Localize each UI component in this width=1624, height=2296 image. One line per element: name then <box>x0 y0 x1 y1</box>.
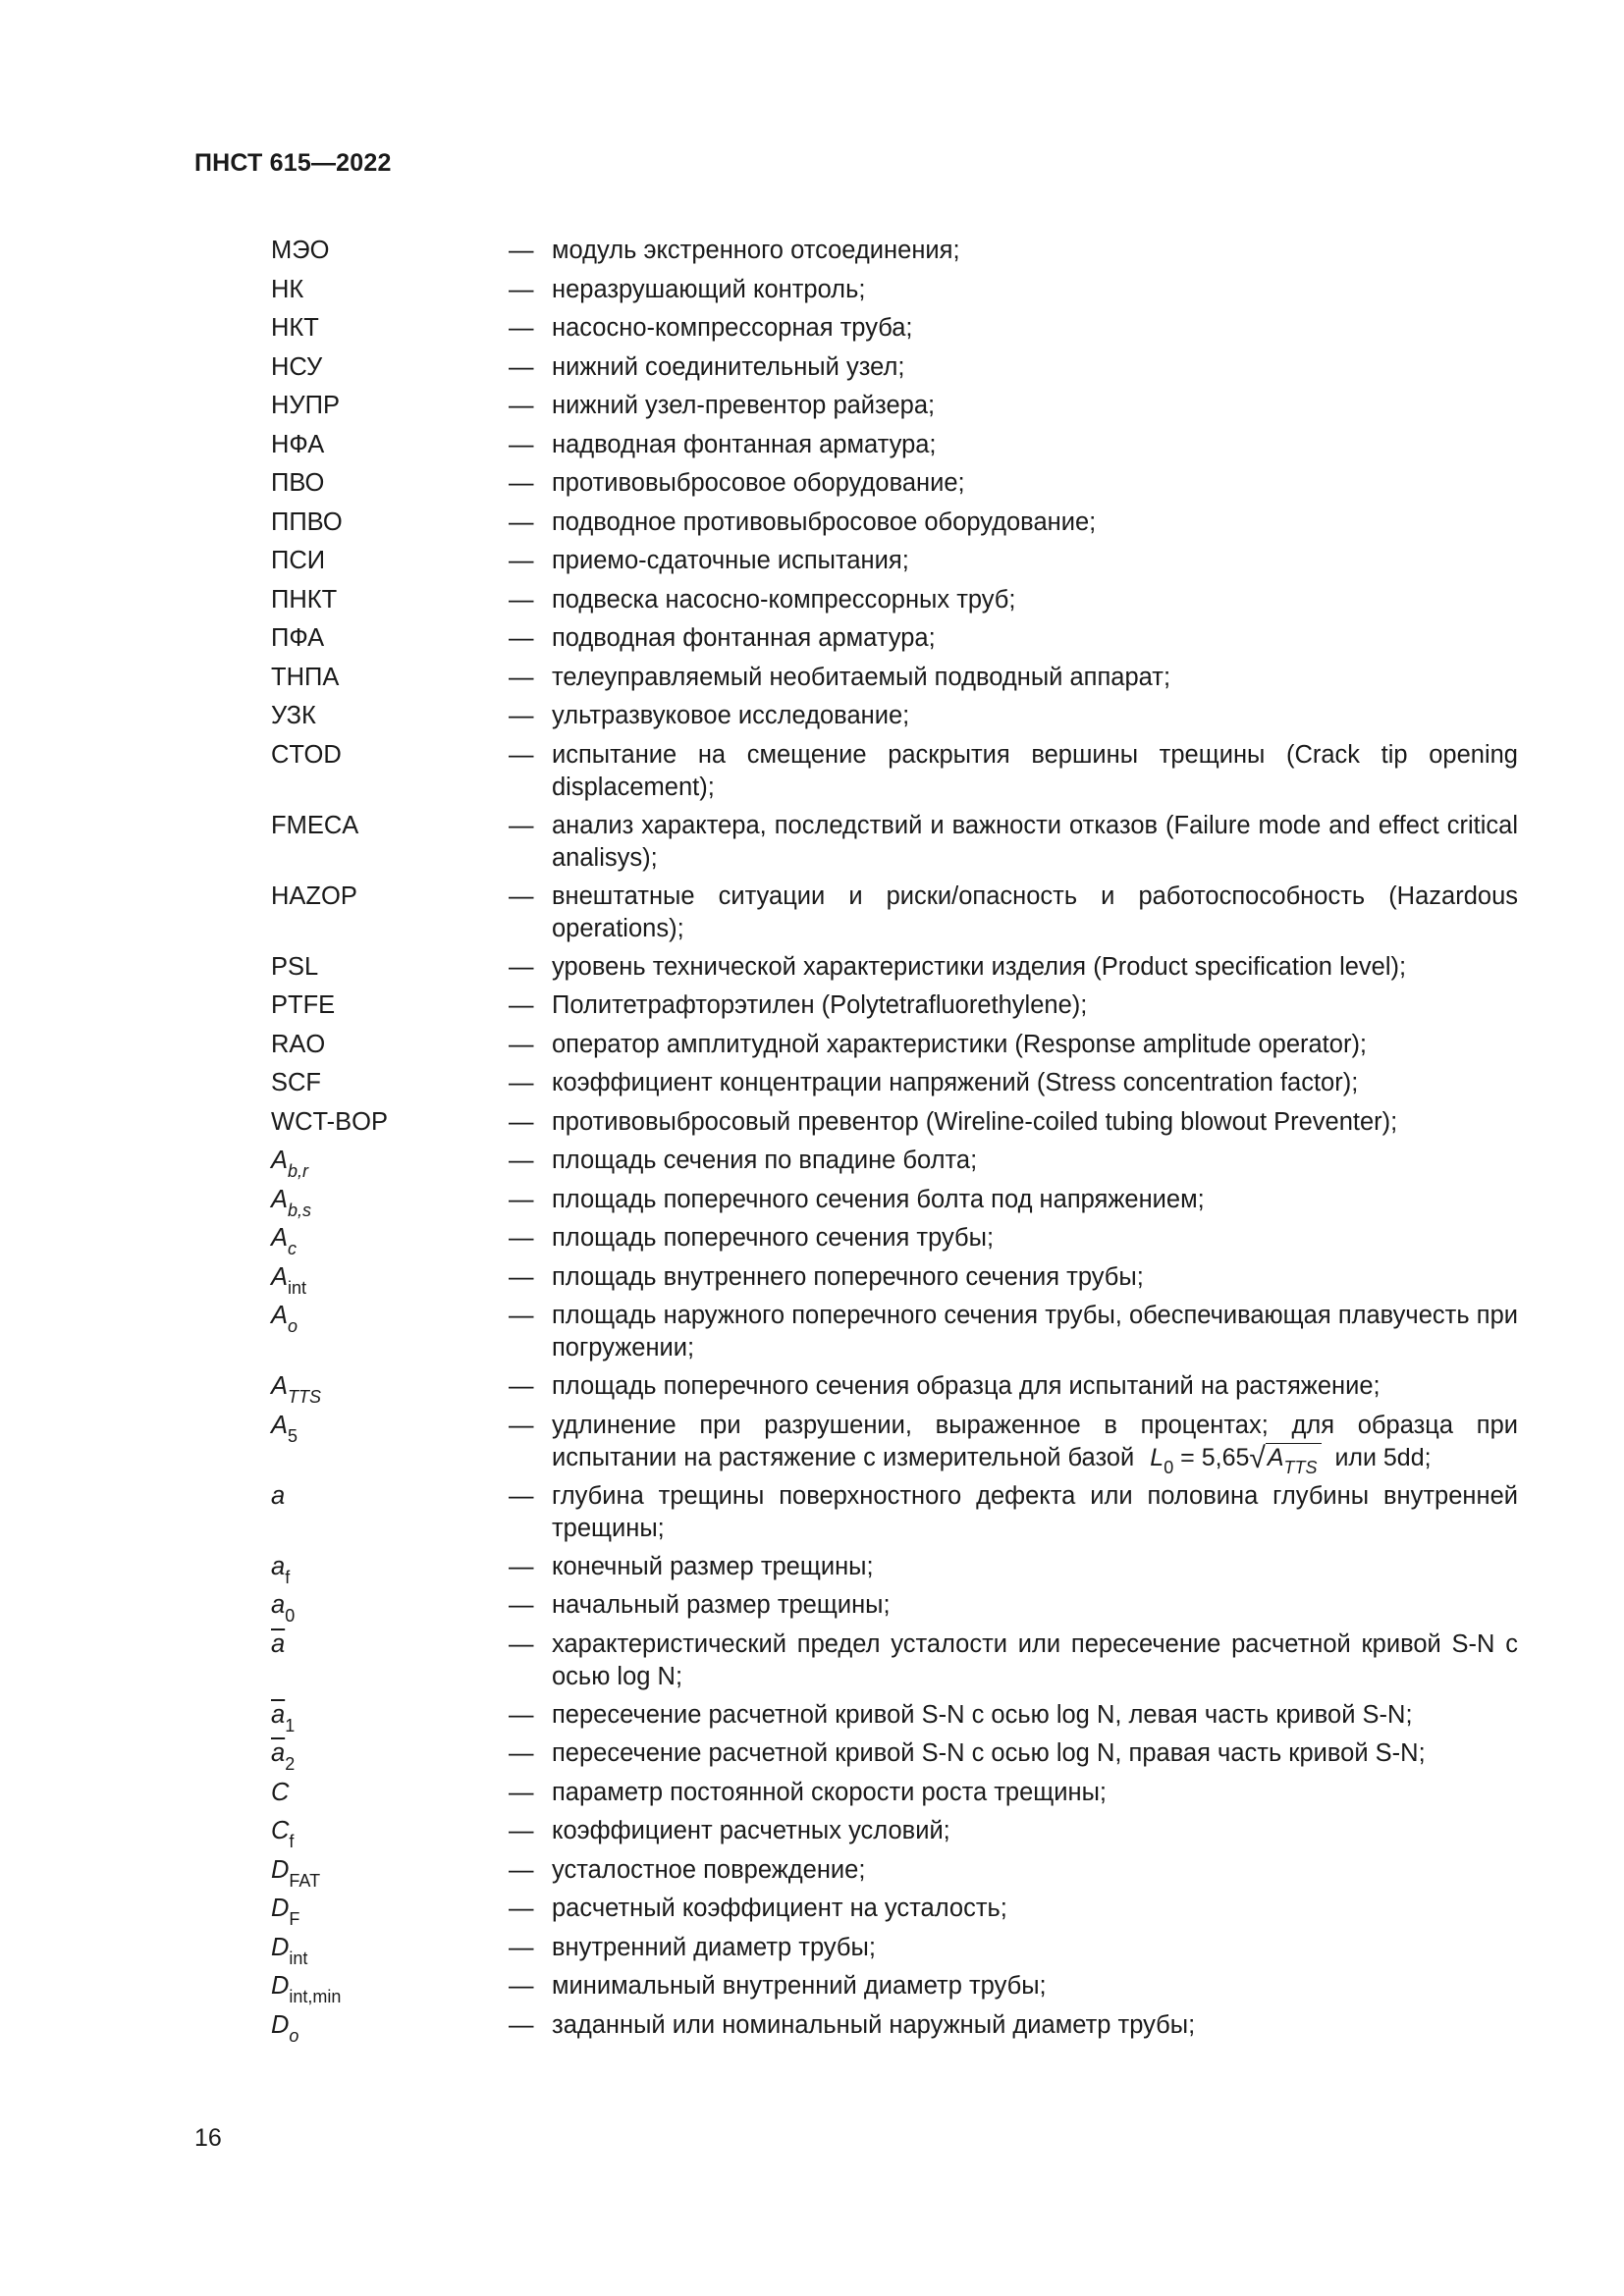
definition: площадь сечения по впадине болта; <box>552 1147 978 1174</box>
definition: испытание на смещение раскрытия вершины трещины (Crack tip opening displacement); <box>552 740 1518 801</box>
symbol: $D_F$ <box>271 1895 300 1929</box>
dash: — <box>509 1224 534 1252</box>
definition: внештатные ситуации и риски/опасность и работоспособность (Hazardous operations); <box>552 881 1518 942</box>
dash: — <box>509 1069 534 1096</box>
dash: — <box>509 1147 534 1174</box>
list-item <box>271 235 1518 274</box>
dash: — <box>509 547 534 574</box>
symbol: RAO <box>271 1030 326 1058</box>
list-item <box>271 1932 1518 1971</box>
dash: — <box>509 1778 534 1806</box>
list-item <box>271 584 1518 623</box>
list-item <box>271 351 1518 391</box>
dash: — <box>509 1185 534 1213</box>
dash: — <box>509 1107 534 1136</box>
symbol: $C_f$ <box>271 1817 295 1851</box>
definition: площадь внутреннего поперечного сечения трубы; <box>552 1262 1144 1291</box>
symbol: ПНКТ <box>271 585 338 614</box>
dash: — <box>509 881 534 910</box>
dash: — <box>509 275 534 303</box>
definition: противовыбросовый превентор (Wireline-coiled tubing blowout Preventer); <box>552 1107 1398 1136</box>
dash: — <box>509 1855 534 1884</box>
definition: конечный размер трещины; <box>552 1552 874 1580</box>
list-item <box>271 1737 1518 1777</box>
definition: усталостное повреждение; <box>552 1855 866 1884</box>
symbol: $A_c$ <box>271 1224 298 1258</box>
symbol: МЭО <box>271 237 330 264</box>
dash: — <box>509 991 534 1019</box>
dash: — <box>509 702 534 729</box>
dash: — <box>509 2010 534 2039</box>
symbol: $D_{FAT}$ <box>271 1855 321 1891</box>
list-item <box>271 507 1518 546</box>
definition: площадь поперечного сечения трубы; <box>552 1224 995 1252</box>
symbol: $A_{b,s}$ <box>271 1185 312 1220</box>
dash: — <box>509 663 534 691</box>
definition: модуль экстренного отсоединения; <box>552 237 960 264</box>
dash: — <box>509 1411 534 1439</box>
definition: нижний узел-превентор райзера; <box>552 392 936 419</box>
definition: насосно-компрессорная труба; <box>552 314 913 342</box>
symbol: $a_0$ <box>271 1591 296 1626</box>
list-item <box>271 1410 1518 1480</box>
definition: внутренний диаметр трубы; <box>552 1933 876 1961</box>
definition: минимальный внутренний диаметр трубы; <box>552 1972 1047 2000</box>
definition: глубина трещины поверхностного дефекта или половина глубины внутренней трещины; <box>552 1481 1518 1542</box>
symbol: НК <box>271 275 304 303</box>
dash: — <box>509 1895 534 1922</box>
definition: телеуправляемый необитаемый подводный аппарат; <box>552 663 1171 691</box>
dash: — <box>509 507 534 536</box>
definition: подводное противовыбросовое оборудование; <box>552 507 1097 536</box>
list-item <box>271 1067 1518 1106</box>
list-item <box>271 545 1518 584</box>
symbol: PTFE <box>271 991 336 1019</box>
dash: — <box>509 740 534 769</box>
symbol: CTOD <box>271 740 342 769</box>
dash: — <box>509 1700 534 1729</box>
definition: надводная фонтанная арматура; <box>552 430 937 458</box>
symbol: НКТ <box>271 314 319 342</box>
dash: — <box>509 430 534 458</box>
dash: — <box>509 1030 534 1058</box>
definition: коэффициент расчетных условий; <box>552 1817 950 1844</box>
definition: характеристический предел усталости или пересечение расчетной кривой S-N с осью log N; <box>552 1629 1518 1690</box>
symbol: PSL <box>271 952 319 981</box>
list-item <box>271 429 1518 468</box>
list-item <box>271 1145 1518 1184</box>
definition: противовыбросовое оборудование; <box>552 469 965 497</box>
list-item <box>271 989 1518 1029</box>
definition: площадь поперечного сечения образца для испытаний на растяжение; <box>552 1372 1380 1400</box>
list-item <box>271 1551 1518 1590</box>
list-item <box>271 1699 1518 1738</box>
dash: — <box>509 1739 534 1767</box>
list-item <box>271 1589 1518 1629</box>
symbol: $A_5$ <box>271 1411 298 1446</box>
symbol: $A_o$ <box>271 1302 298 1336</box>
list-item <box>271 274 1518 313</box>
list-item <box>271 1261 1518 1301</box>
list-item <box>271 1480 1518 1551</box>
list-item <box>271 1106 1518 1146</box>
list-item <box>271 1370 1518 1410</box>
list-item <box>271 312 1518 351</box>
symbol: $\overline{a}$ <box>271 1629 286 1658</box>
symbol: ПФА <box>271 624 325 652</box>
symbol: УЗК <box>271 702 316 729</box>
definition: площадь наружного поперечного сечения трубы, обеспечивающая плавучесть при погружении; <box>552 1302 1518 1362</box>
symbol: a <box>271 1481 286 1510</box>
dash: — <box>509 237 534 264</box>
list-item <box>271 662 1518 701</box>
definition: уровень технической характеристики изделия (Product specification level); <box>552 952 1407 981</box>
dash: — <box>509 1817 534 1844</box>
document-header: ПНСТ 615—2022 <box>194 149 392 177</box>
symbol: ТНПА <box>271 663 340 691</box>
list-item <box>271 1854 1518 1894</box>
dash: — <box>509 1629 534 1658</box>
list-item <box>271 622 1518 662</box>
dash: — <box>509 469 534 497</box>
definition: коэффициент концентрации напряжений (Stress concentration factor); <box>552 1069 1359 1096</box>
dash: — <box>509 811 534 839</box>
dash: — <box>509 585 534 614</box>
dash: — <box>509 1552 534 1580</box>
list-item <box>271 1777 1518 1816</box>
abbreviations-list <box>271 235 1518 2048</box>
dash: — <box>509 352 534 381</box>
list-item <box>271 467 1518 507</box>
definition: удлинение при разрушении, выраженное в процентах; для образца при испытании на растяжение с измерительной базой $L_0 = 5,65√A_{TTS}$ или 5dd; <box>552 1411 1518 1477</box>
dash: — <box>509 392 534 419</box>
definition: подводная фонтанная арматура; <box>552 624 936 652</box>
symbol: HAZOP <box>271 881 357 910</box>
symbol: $A_{int}$ <box>271 1262 307 1298</box>
definition: нижний соединительный узел; <box>552 352 905 381</box>
definition: площадь поперечного сечения болта под напряжением; <box>552 1185 1205 1213</box>
list-item <box>271 1893 1518 1932</box>
symbol: $D_o$ <box>271 2010 299 2046</box>
dash: — <box>509 1933 534 1961</box>
list-item <box>271 2009 1518 2049</box>
definition: анализ характера, последствий и важности отказов (Failure mode and effect critical analisys); <box>552 811 1518 872</box>
formula: $L_0 = 5,65√A_{TTS}$ или 5dd; <box>1150 1441 1432 1477</box>
symbol: $D_{int,min}$ <box>271 1972 342 2006</box>
list-item <box>271 1629 1518 1699</box>
definition: ультразвуковое исследование; <box>552 702 910 729</box>
dash: — <box>509 314 534 342</box>
symbol: $\overline{a}_1$ <box>271 1700 296 1735</box>
page-number: 16 <box>194 2124 222 2152</box>
definition: параметр постоянной скорости роста трещины; <box>552 1778 1107 1806</box>
list-item <box>271 739 1518 810</box>
symbol: SCF <box>271 1069 321 1096</box>
list-item <box>271 700 1518 739</box>
symbol: НФА <box>271 430 325 458</box>
symbol: $A_{TTS}$ <box>271 1372 322 1407</box>
symbol: WCT-BOP <box>271 1107 388 1136</box>
dash: — <box>509 1481 534 1510</box>
symbol: $a_f$ <box>271 1552 291 1587</box>
definition: расчетный коэффициент на усталость; <box>552 1895 1007 1922</box>
dash: — <box>509 952 534 981</box>
symbol: $A_{b,r}$ <box>271 1147 309 1181</box>
symbol: НСУ <box>271 352 323 381</box>
list-item <box>271 1222 1518 1261</box>
symbol: НУПР <box>271 392 340 419</box>
list-item <box>271 1815 1518 1854</box>
dash: — <box>509 1302 534 1329</box>
definition: Политетрафторэтилен (Polytetrafluorethylene); <box>552 991 1088 1019</box>
list-item <box>271 1029 1518 1068</box>
symbol: FMECA <box>271 811 359 839</box>
list-item <box>271 1300 1518 1370</box>
list-item <box>271 881 1518 951</box>
definition: приемо-сдаточные испытания; <box>552 547 909 574</box>
symbol: ПВО <box>271 469 325 497</box>
symbol: $D_{int}$ <box>271 1933 308 1968</box>
definition: пересечение расчетной кривой S-N с осью log N, левая часть кривой S-N; <box>552 1700 1413 1729</box>
symbol: $\overline{a}_2$ <box>271 1739 296 1774</box>
symbol: ППВО <box>271 507 343 536</box>
list-item <box>271 1970 1518 2009</box>
definition: неразрушающий контроль; <box>552 275 866 303</box>
dash: — <box>509 624 534 652</box>
list-item <box>271 1184 1518 1223</box>
definition: пересечение расчетной кривой S-N с осью log N, правая часть кривой S-N; <box>552 1739 1426 1767</box>
definition: подвеска насосно-компрессорных труб; <box>552 585 1016 614</box>
list-item <box>271 390 1518 429</box>
dash: — <box>509 1262 534 1291</box>
definition: заданный или номинальный наружный диаметр трубы; <box>552 2010 1196 2039</box>
dash: — <box>509 1591 534 1619</box>
definition: начальный размер трещины; <box>552 1591 891 1619</box>
symbol: C <box>271 1778 290 1806</box>
list-item <box>271 810 1518 881</box>
list-item <box>271 951 1518 990</box>
definition: оператор амплитудной характеристики (Response amplitude operator); <box>552 1030 1368 1058</box>
symbol: ПСИ <box>271 547 326 574</box>
dash: — <box>509 1972 534 2000</box>
dash: — <box>509 1372 534 1400</box>
